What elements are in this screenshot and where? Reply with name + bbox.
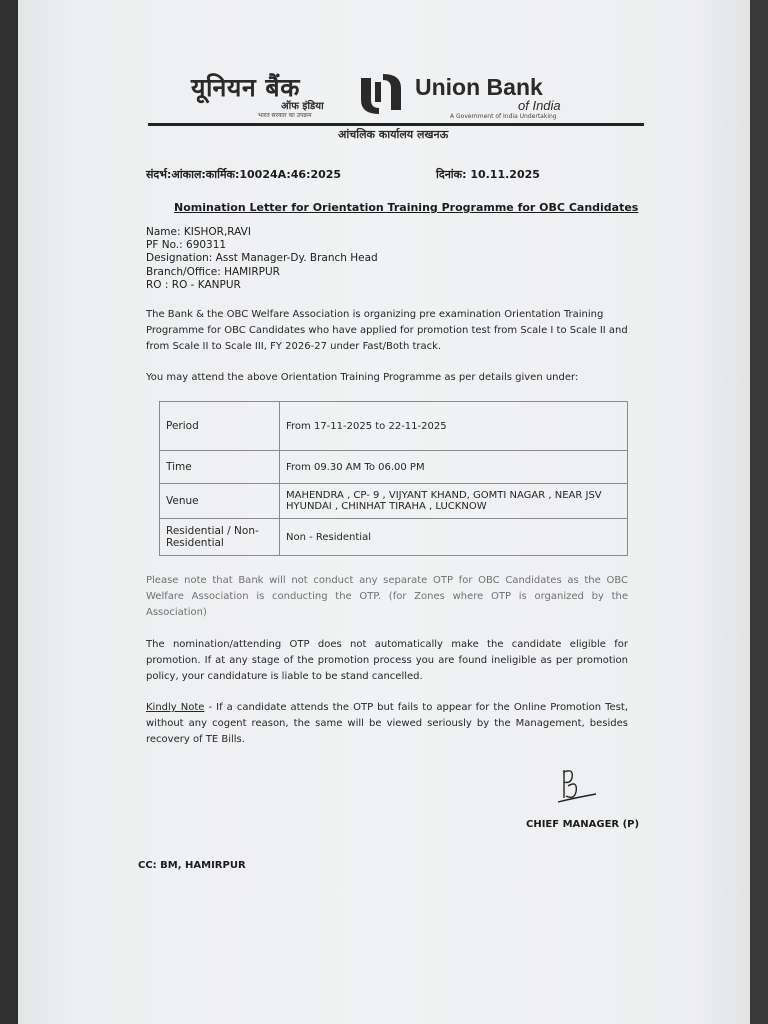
bank-tagline-hindi: भारत सरकार का उपक्रम [258,112,312,119]
table-row [160,451,628,484]
table-row [160,402,628,451]
detail-value: MAHENDRA , CP- 9 , VIJYANT KHAND, GOMTI NAGAR , NEAR JSV HYUNDAI , CHINHAT TIRAHA , LUCKNOW [280,484,628,519]
bank-name-hindi: यूनियन बैंक [191,73,300,102]
signatory-title: CHIEF MANAGER (P) [526,819,640,830]
kindly-note-label: Kindly Note [146,702,205,713]
letterhead-divider [148,123,644,126]
detail-label: Residential / Non-Residential [160,519,280,556]
otp-note-paragraph: Please note that Bank will not conduct any separate OTP for OBC Candidates as the OBC Welfare Association is conducting the OTP. (for Zones where OTP is organized by the Association) [146,575,628,618]
office-name-hindi: आंचलिक कार्यालय लखनऊ [338,128,449,141]
bank-name-hindi-sub: ऑफ इंडिया [281,101,324,112]
detail-label: Time [160,451,280,484]
scan-border-right [750,0,768,1024]
addressee-name: Name: KISHOR,RAVI [146,226,251,238]
addressee-designation: Designation: Asst Manager-Dy. Branch Head [146,252,378,265]
union-bank-logo-icon [355,72,407,116]
detail-value: From 17-11-2025 to 22-11-2025 [280,402,628,451]
addressee-pf-no: PF No.: 690311 [146,239,227,252]
reference-number: संदर्भ:आंकाल:कार्मिक:10024A:46:2025 [146,168,342,181]
detail-value: From 09.30 AM To 06.00 PM [280,451,628,484]
kindly-note-paragraph [146,700,628,748]
bank-tagline-english: A Government of India Undertaking [450,113,557,120]
kindly-note-text: - If a candidate attends the OTP but fails to appear for the Online Promotion Test, without any cogent reason, the same will be viewed seriously by the Management, besides recovery of TE Bills. [146,702,628,745]
eligibility-paragraph: The nomination/attending OTP does not automatically make the candidate eligible for promotion. If at any stage of the promotion process you are found ineligible as per promotion policy, your candidature is liable to be stand cancelled. [146,639,628,682]
signature-mark [550,764,598,810]
letter-date: दिनांक: 10.11.2025 [436,168,540,181]
bank-name-english-sub: of India [518,98,561,113]
table-row [160,484,628,519]
addressee-block [146,226,378,292]
bank-name-english: Union Bank [415,74,543,100]
addressee-ro: RO : RO - KANPUR [146,278,241,291]
table-row [160,519,628,556]
intro-paragraph: The Bank & the OBC Welfare Association is organizing pre examination Orientation Training Programme for OBC Candidates who have applied for promotion test from Scale I to Scale II and from Scale II to Scale III, FY 2026-27 under Fast/Both track. [146,309,628,352]
addressee-branch: Branch/Office: HAMIRPUR [146,265,280,278]
programme-details-table [159,401,628,556]
detail-value: Non - Residential [280,519,628,556]
letter-subject: Nomination Letter for Orientation Training Programme for OBC Candidates [174,201,639,214]
letter-page [18,0,750,1024]
scan-border-left [0,0,18,1024]
instruction-paragraph: You may attend the above Orientation Training Programme as per details given under: [146,372,579,383]
detail-label: Period [160,402,280,451]
cc-line: CC: BM, HAMIRPUR [138,860,246,871]
detail-label: Venue [160,484,280,519]
